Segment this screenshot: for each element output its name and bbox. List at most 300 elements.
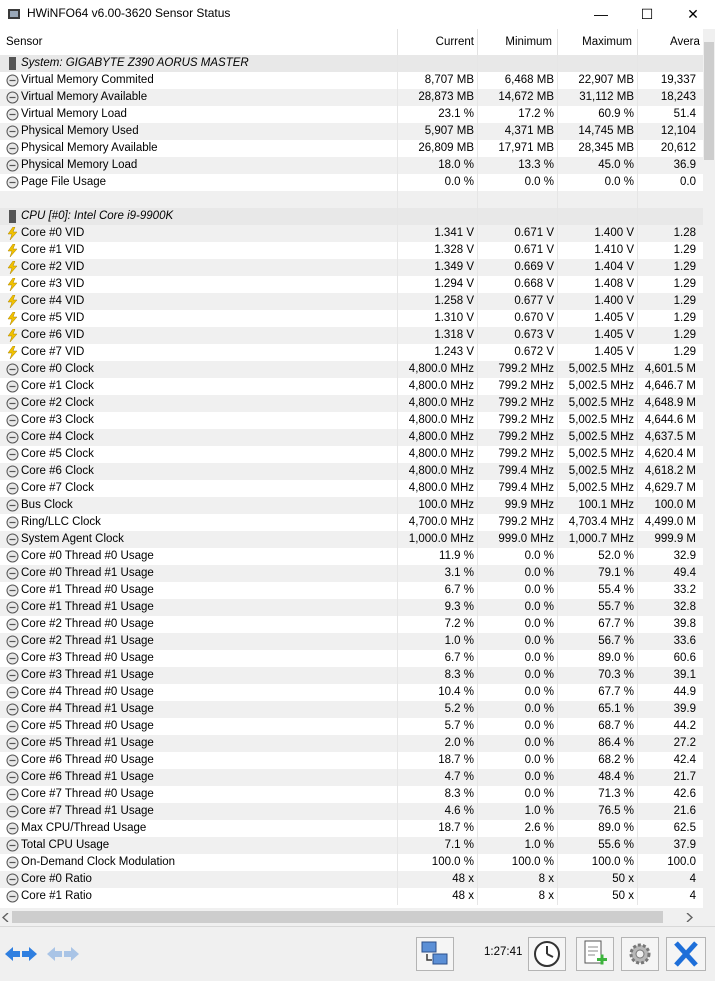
minimum-value: 799.2 MHz	[498, 431, 554, 443]
exit-button[interactable]	[666, 937, 706, 971]
minimum-value: 0.0 %	[524, 635, 554, 647]
sensor-row[interactable]	[0, 174, 703, 191]
voltage-bolt-icon	[6, 261, 19, 274]
scroll-left-icon[interactable]	[2, 913, 9, 922]
current-value: 28,873 MB	[418, 91, 474, 103]
maximum-value: 1.405 V	[594, 346, 634, 358]
sensor-name: Max CPU/Thread Usage	[21, 822, 147, 834]
average-value	[638, 854, 703, 871]
average-value-text: 999.9 M	[654, 533, 696, 545]
nav-arrows-disabled-icon[interactable]	[46, 945, 80, 963]
sensor-row[interactable]	[0, 89, 703, 106]
network-button[interactable]	[416, 937, 454, 971]
current-value: 11.9 %	[439, 550, 474, 562]
sensor-name: Core #0 Thread #0 Usage	[21, 550, 154, 562]
current-value: 1.258 V	[434, 295, 474, 307]
voltage-bolt-icon	[6, 346, 19, 359]
sensor-name: Core #5 VID	[21, 312, 85, 324]
gear-icon	[622, 938, 658, 970]
voltage-bolt-icon	[6, 278, 19, 291]
sensor-row[interactable]	[0, 888, 703, 905]
clock-icon	[6, 397, 19, 410]
maximum-value: 5,002.5 MHz	[568, 363, 634, 375]
minimum-value: 799.2 MHz	[498, 363, 554, 375]
sensor-row[interactable]	[0, 803, 703, 820]
sensor-row[interactable]	[0, 582, 703, 599]
current-value: 4,800.0 MHz	[408, 465, 474, 477]
sensor-name: Core #6 Thread #0 Usage	[21, 754, 154, 766]
average-value-text: 42.6	[673, 788, 696, 800]
clock-icon	[6, 363, 19, 376]
sensor-name: Ring/LLC Clock	[21, 516, 101, 528]
sensor-row[interactable]	[0, 123, 703, 140]
average-value	[638, 378, 703, 395]
current-value: 18.0 %	[438, 159, 474, 171]
average-value-text: 4,648.9 M	[644, 397, 696, 409]
vertical-scroll-thumb[interactable]	[704, 42, 714, 160]
average-value	[638, 803, 703, 820]
clock-icon	[6, 584, 19, 597]
current-value: 4,800.0 MHz	[408, 431, 474, 443]
average-value-text: 4,629.7 M	[644, 482, 696, 494]
sensor-row[interactable]	[0, 599, 703, 616]
settings-button[interactable]	[621, 937, 659, 971]
sensor-row[interactable]	[0, 72, 703, 89]
app-icon	[7, 7, 21, 21]
clock-icon	[6, 567, 19, 580]
average-value	[638, 191, 703, 208]
maximum-value: 5,002.5 MHz	[568, 448, 634, 460]
average-value	[638, 565, 703, 582]
sensor-row[interactable]	[0, 514, 703, 531]
current-value: 1.243 V	[434, 346, 474, 358]
sensor-name: Core #2 Clock	[21, 397, 94, 409]
current-value: 8.3 %	[444, 788, 474, 800]
maximum-value: 28,345 MB	[578, 142, 634, 154]
sensor-group-row[interactable]	[0, 55, 703, 72]
vertical-scrollbar[interactable]	[703, 29, 715, 908]
column-current[interactable]: Current	[435, 36, 474, 48]
minimum-value: 2.6 %	[524, 822, 554, 834]
maximum-value: 5,002.5 MHz	[568, 380, 634, 392]
average-value	[638, 667, 703, 684]
average-value	[638, 531, 703, 548]
horizontal-scroll-thumb[interactable]	[12, 911, 663, 923]
sensor-row[interactable]	[0, 463, 703, 480]
clock-icon	[6, 703, 19, 716]
minimum-value: 799.4 MHz	[498, 482, 554, 494]
average-value-text: 27.2	[673, 737, 696, 749]
maximum-value: 86.4 %	[598, 737, 634, 749]
maximum-value: 55.6 %	[598, 839, 634, 851]
minimum-value: 13.3 %	[518, 159, 554, 171]
average-value-text: 42.4	[673, 754, 696, 766]
scroll-right-icon[interactable]	[686, 913, 693, 922]
average-value-text: 4,620.4 M	[644, 448, 696, 460]
sensor-row[interactable]	[0, 395, 703, 412]
average-value-text: 12,104	[660, 125, 696, 137]
sensor-name: Physical Memory Load	[21, 159, 138, 171]
current-value: 4,800.0 MHz	[408, 448, 474, 460]
clock-icon	[6, 414, 19, 427]
clock-icon	[6, 805, 19, 818]
average-value	[638, 225, 703, 242]
average-value	[638, 616, 703, 633]
sensor-row[interactable]	[0, 820, 703, 837]
clock-icon	[6, 737, 19, 750]
average-value-text: 4,646.7 M	[644, 380, 696, 392]
close-button[interactable]: ✕	[687, 6, 699, 22]
average-value	[638, 395, 703, 412]
sensor-row[interactable]	[0, 361, 703, 378]
clock-button[interactable]	[528, 937, 566, 971]
average-value-text: 33.2	[673, 584, 696, 596]
column-header	[0, 29, 703, 56]
maximum-value: 89.0 %	[598, 822, 634, 834]
sensor-row[interactable]	[0, 667, 703, 684]
average-value	[638, 633, 703, 650]
chip-icon	[6, 57, 19, 70]
current-value: 23.1 %	[438, 108, 474, 120]
sensor-row[interactable]	[0, 497, 703, 514]
window-title: HWiNFO64 v6.00-3620 Sensor Status	[27, 6, 231, 20]
sensor-name: Core #1 VID	[21, 244, 85, 256]
clock-icon	[6, 652, 19, 665]
sensor-name: Core #0 Thread #1 Usage	[21, 567, 154, 579]
column-maximum[interactable]: Maximum	[582, 36, 632, 48]
sensor-name: Bus Clock	[21, 499, 73, 511]
sensor-name: Core #7 VID	[21, 346, 85, 358]
minimum-value: 0.0 %	[524, 618, 554, 630]
sensor-row[interactable]	[0, 106, 703, 123]
average-value-text: 1.29	[673, 261, 696, 273]
sensor-row[interactable]	[0, 242, 703, 259]
sensor-row[interactable]	[0, 310, 703, 327]
sensor-name: Core #7 Thread #1 Usage	[21, 805, 154, 817]
current-value: 1.341 V	[434, 227, 474, 239]
average-value-text: 37.9	[673, 839, 696, 851]
current-value: 18.7 %	[438, 754, 474, 766]
clock-icon	[6, 91, 19, 104]
current-value: 1.328 V	[434, 244, 474, 256]
minimum-value: 0.673 V	[514, 329, 554, 341]
sensor-row[interactable]	[0, 718, 703, 735]
minimum-value: 8 x	[538, 890, 554, 902]
average-value	[638, 310, 703, 327]
average-value-text: 4,637.5 M	[644, 431, 696, 443]
sensor-row[interactable]	[0, 701, 703, 718]
clock-icon	[6, 448, 19, 461]
maximum-value: 5,002.5 MHz	[568, 431, 634, 443]
minimum-value: 17.2 %	[518, 108, 554, 120]
sensor-row[interactable]	[0, 191, 703, 208]
voltage-bolt-icon	[6, 329, 19, 342]
sensor-name: Core #3 VID	[21, 278, 85, 290]
sensor-row[interactable]	[0, 786, 703, 803]
minimum-value: 0.677 V	[514, 295, 554, 307]
average-value	[638, 888, 703, 905]
current-value: 100.0 MHz	[418, 499, 474, 511]
sensor-group-row[interactable]	[0, 208, 703, 225]
maximum-value: 1.404 V	[594, 261, 634, 273]
maximum-value: 68.2 %	[598, 754, 634, 766]
clock-icon	[6, 856, 19, 869]
average-value	[638, 582, 703, 599]
maximum-value: 67.7 %	[598, 618, 634, 630]
average-value-text: 36.9	[673, 159, 696, 171]
minimum-value: 0.0 %	[524, 703, 554, 715]
sensor-row[interactable]	[0, 752, 703, 769]
current-value: 4.6 %	[444, 805, 474, 817]
maximum-value: 1.400 V	[594, 227, 634, 239]
sensor-name: Core #5 Thread #1 Usage	[21, 737, 154, 749]
average-value-text: 32.9	[673, 550, 696, 562]
average-value	[638, 327, 703, 344]
sensor-row[interactable]	[0, 871, 703, 888]
sensor-row[interactable]	[0, 684, 703, 701]
minimum-value: 4,371 MB	[504, 125, 554, 137]
sensor-row[interactable]	[0, 735, 703, 752]
average-value	[638, 361, 703, 378]
average-value	[638, 55, 703, 72]
average-value-text: 32.8	[673, 601, 696, 613]
minimum-value	[478, 191, 554, 208]
minimum-value: 0.0 %	[524, 652, 554, 664]
average-value-text: 0.0	[680, 176, 696, 188]
current-value: 9.3 %	[444, 601, 474, 613]
average-value	[638, 497, 703, 514]
average-value-text: 4,601.5 M	[644, 363, 696, 375]
sensor-row[interactable]	[0, 344, 703, 361]
current-value	[398, 55, 474, 72]
minimum-value: 100.0 %	[511, 856, 554, 868]
sensor-row[interactable]	[0, 429, 703, 446]
column-sensor[interactable]: Sensor	[6, 36, 43, 48]
current-value: 4,700.0 MHz	[408, 516, 474, 528]
average-value-text: 39.1	[673, 669, 696, 681]
sensor-row[interactable]	[0, 837, 703, 854]
current-value: 7.1 %	[444, 839, 474, 851]
minimize-button[interactable]: —	[594, 6, 608, 22]
minimum-value: 0.0 %	[524, 601, 554, 613]
maximum-value	[558, 55, 634, 72]
sensor-row[interactable]	[0, 140, 703, 157]
column-minimum[interactable]: Minimum	[505, 36, 552, 48]
minimum-value: 799.4 MHz	[498, 465, 554, 477]
maximum-value: 71.3 %	[598, 788, 634, 800]
sensor-name: On-Demand Clock Modulation	[21, 856, 176, 868]
sensor-name: Core #3 Thread #0 Usage	[21, 652, 154, 664]
sensor-row[interactable]	[0, 565, 703, 582]
sensor-row[interactable]	[0, 259, 703, 276]
current-value: 5.7 %	[444, 720, 474, 732]
clock-icon	[6, 465, 19, 478]
current-value: 1.349 V	[434, 261, 474, 273]
sensor-name: Core #4 Thread #0 Usage	[21, 686, 154, 698]
minimum-value: 0.0 %	[524, 584, 554, 596]
sensor-row[interactable]	[0, 769, 703, 786]
add-report-button[interactable]	[576, 937, 614, 971]
current-value: 5,907 MB	[424, 125, 474, 137]
maximum-value: 89.0 %	[598, 652, 634, 664]
average-value	[638, 276, 703, 293]
average-value	[638, 718, 703, 735]
sensor-name: Core #4 Clock	[21, 431, 94, 443]
sensor-name: Core #1 Thread #0 Usage	[21, 584, 154, 596]
current-value	[398, 208, 474, 225]
clock-icon	[6, 142, 19, 155]
sensor-name	[21, 191, 396, 208]
average-value	[638, 106, 703, 123]
sensor-row[interactable]	[0, 616, 703, 633]
sensor-name: Core #0 Ratio	[21, 873, 92, 885]
minimum-value: 799.2 MHz	[498, 448, 554, 460]
clock-icon	[6, 108, 19, 121]
current-value	[398, 191, 474, 208]
current-value: 4,800.0 MHz	[408, 380, 474, 392]
sensor-name: Total CPU Usage	[21, 839, 110, 851]
average-value-text: 1.29	[673, 244, 696, 256]
average-value	[638, 72, 703, 89]
current-value: 0.0 %	[444, 176, 474, 188]
average-value	[638, 820, 703, 837]
average-value-text: 100.0	[667, 856, 696, 868]
average-value-text: 62.5	[673, 822, 696, 834]
current-value: 1.318 V	[434, 329, 474, 341]
maximum-value: 31,112 MB	[579, 91, 634, 103]
sensor-name: Virtual Memory Commited	[21, 74, 154, 86]
sensor-row[interactable]	[0, 157, 703, 174]
sensor-row[interactable]	[0, 276, 703, 293]
sensor-name: Core #1 Thread #1 Usage	[21, 601, 154, 613]
minimum-value: 0.671 V	[514, 244, 554, 256]
sensor-row[interactable]	[0, 548, 703, 565]
average-value-text: 18,243	[660, 91, 696, 103]
average-value-text: 1.28	[673, 227, 696, 239]
maximum-value: 5,002.5 MHz	[568, 397, 634, 409]
maximum-value: 68.7 %	[598, 720, 634, 732]
average-value-text: 1.29	[673, 278, 696, 290]
minimum-value: 0.0 %	[524, 720, 554, 732]
minimum-value: 999.0 MHz	[498, 533, 554, 545]
sensor-row[interactable]	[0, 480, 703, 497]
average-value-text: 21.6	[673, 805, 696, 817]
current-value: 18.7 %	[438, 822, 474, 834]
minimum-value: 99.9 MHz	[504, 499, 554, 511]
nav-arrows-icon[interactable]	[4, 945, 38, 963]
current-value: 48 x	[452, 890, 474, 902]
maximum-value: 0.0 %	[604, 176, 634, 188]
minimum-value: 0.0 %	[524, 754, 554, 766]
bottom-toolbar	[0, 926, 715, 981]
maximum-value: 65.1 %	[598, 703, 634, 715]
clock-icon	[6, 669, 19, 682]
average-value	[638, 412, 703, 429]
average-value-text: 1.29	[673, 312, 696, 324]
sensor-name: Core #7 Thread #0 Usage	[21, 788, 154, 800]
maximum-value: 79.1 %	[598, 567, 634, 579]
current-value: 10.4 %	[438, 686, 474, 698]
maximum-value: 1.405 V	[594, 312, 634, 324]
sensor-row[interactable]	[0, 446, 703, 463]
sensor-row[interactable]	[0, 327, 703, 344]
maximum-value: 76.5 %	[598, 805, 634, 817]
sensor-name: Virtual Memory Load	[21, 108, 127, 120]
sensor-row[interactable]	[0, 650, 703, 667]
current-value: 4,800.0 MHz	[408, 363, 474, 375]
maximum-value: 5,002.5 MHz	[568, 414, 634, 426]
maximum-value: 22,907 MB	[578, 74, 634, 86]
average-value	[638, 89, 703, 106]
average-value	[638, 259, 703, 276]
average-value	[638, 429, 703, 446]
sensor-row[interactable]	[0, 633, 703, 650]
clock-icon	[6, 839, 19, 852]
average-value	[638, 242, 703, 259]
column-average[interactable]: Avera	[670, 36, 700, 48]
minimum-value: 1.0 %	[524, 839, 554, 851]
sensor-row[interactable]	[0, 293, 703, 310]
maximum-value: 1.408 V	[594, 278, 634, 290]
maximum-value: 50 x	[612, 890, 634, 902]
maximum-value: 55.7 %	[598, 601, 634, 613]
maximum-value: 56.7 %	[598, 635, 634, 647]
sensor-row[interactable]	[0, 225, 703, 242]
clock-icon	[6, 822, 19, 835]
clock-icon	[6, 550, 19, 563]
minimum-value: 0.0 %	[524, 788, 554, 800]
minimum-value: 0.0 %	[524, 567, 554, 579]
minimum-value: 0.0 %	[524, 176, 554, 188]
sensor-row[interactable]	[0, 412, 703, 429]
clock-icon	[6, 890, 19, 903]
current-value: 3.1 %	[444, 567, 474, 579]
average-value	[638, 599, 703, 616]
current-value: 7.2 %	[444, 618, 474, 630]
sensor-row[interactable]	[0, 531, 703, 548]
minimum-value: 8 x	[538, 873, 554, 885]
average-value-text: 4	[689, 873, 696, 885]
maximum-value: 1.405 V	[594, 329, 634, 341]
clock-icon	[6, 516, 19, 529]
current-value: 1.294 V	[434, 278, 474, 290]
minimum-value: 0.0 %	[524, 686, 554, 698]
sensor-name: Core #7 Clock	[21, 482, 94, 494]
sensor-row[interactable]	[0, 378, 703, 395]
clock-icon	[6, 176, 19, 189]
sensor-name: Core #1 Clock	[21, 380, 94, 392]
average-value	[638, 786, 703, 803]
clock-icon	[6, 720, 19, 733]
current-value: 6.7 %	[444, 652, 474, 664]
maximum-value: 67.7 %	[598, 686, 634, 698]
average-value-text: 39.8	[673, 618, 696, 630]
average-value	[638, 548, 703, 565]
minimum-value: 0.671 V	[514, 227, 554, 239]
minimum-value: 14,672 MB	[498, 91, 554, 103]
clock-icon	[6, 159, 19, 172]
clock-icon	[6, 482, 19, 495]
current-value: 1.0 %	[444, 635, 474, 647]
sensor-name: Core #6 VID	[21, 329, 85, 341]
maximize-button[interactable]: ☐	[640, 6, 654, 22]
current-value: 4,800.0 MHz	[408, 397, 474, 409]
maximum-value: 52.0 %	[598, 550, 634, 562]
minimum-value: 799.2 MHz	[498, 516, 554, 528]
sensor-row[interactable]	[0, 854, 703, 871]
maximum-value: 5,002.5 MHz	[568, 482, 634, 494]
average-value	[638, 344, 703, 361]
